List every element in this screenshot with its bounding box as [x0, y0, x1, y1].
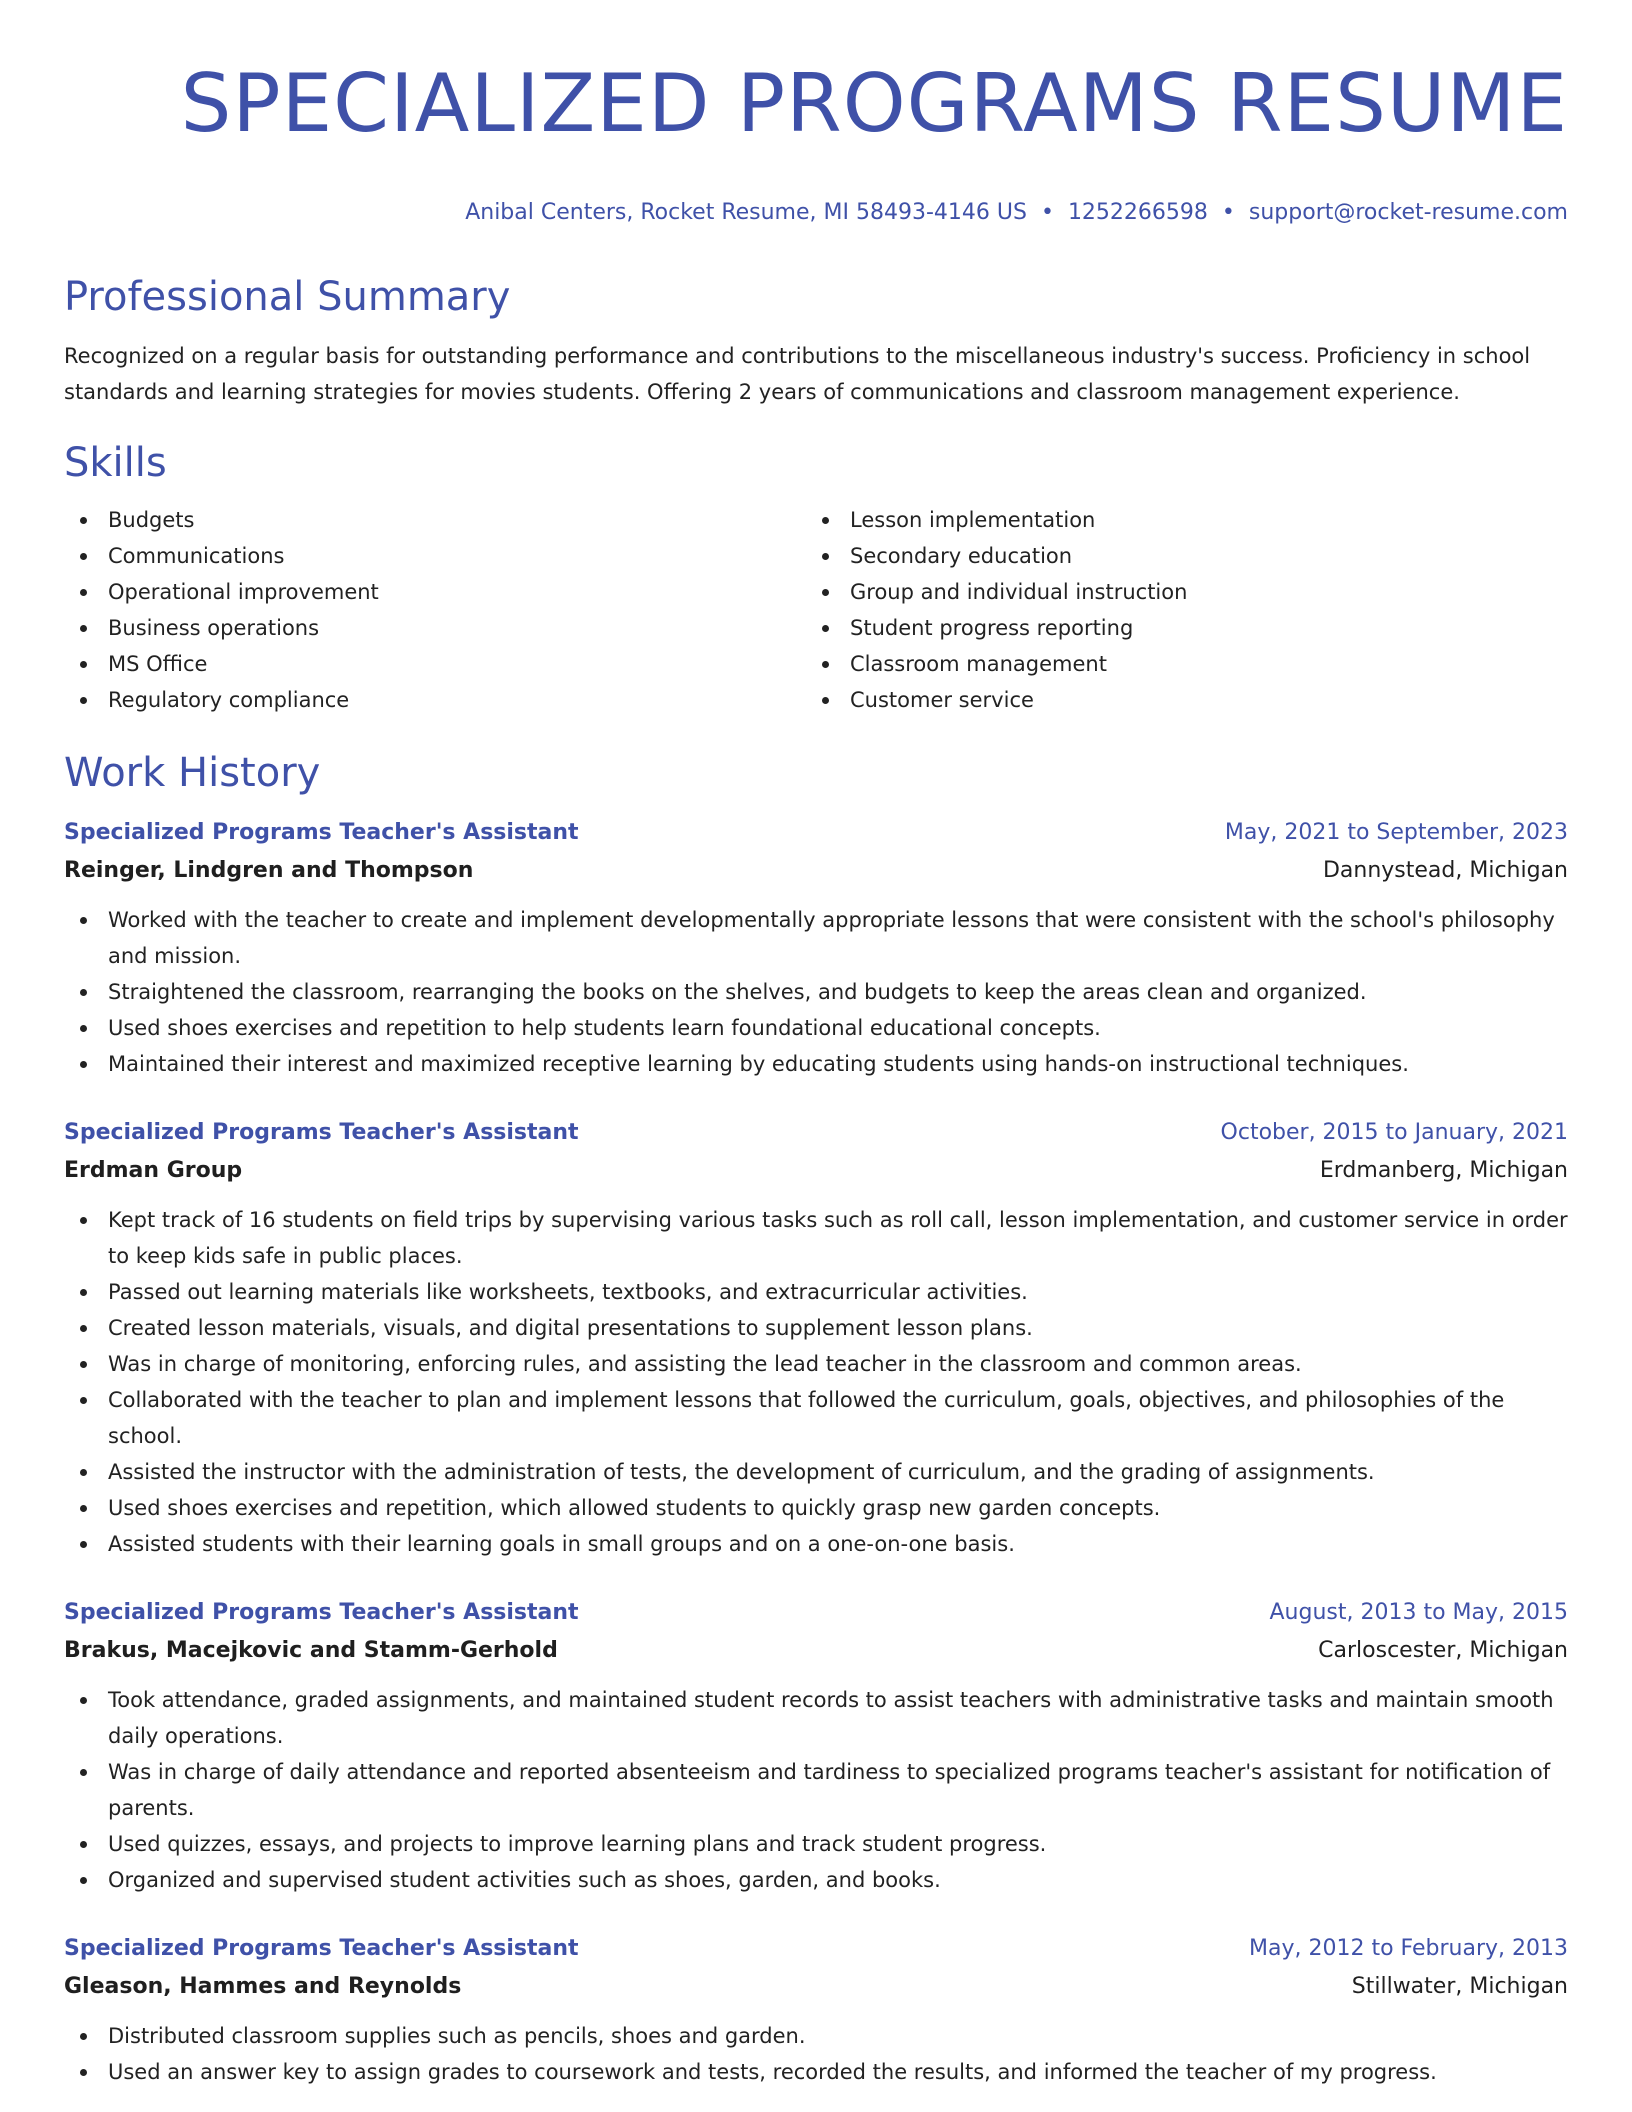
skills-column-left [64, 502, 806, 718]
job-bullet: Distributed classroom supplies such as pencils, shoes and garden. [64, 2018, 1568, 2054]
job-bullet: Used shoes exercises and repetition, which allowed students to quickly grasp new garden concepts. [64, 1490, 1568, 1526]
job-company: Brakus, Macejkovic and Stamm-Gerhold [64, 1638, 558, 1663]
skills-column-right [806, 502, 1548, 718]
summary-text: Recognized on a regular basis for outstanding performance and contributions to the miscellaneous industry's success. Proficiency in school standards and learning strategies for movies students. Offering 2 years of communications and classroom management experience. [64, 344, 1531, 404]
job-location: Erdmanberg, Michigan [1319, 1158, 1568, 1183]
job-header [64, 1114, 1568, 1152]
job-title: Specialized Programs Teacher's Assistant [64, 1600, 579, 1625]
job-header [64, 814, 1568, 852]
job-entry [64, 1594, 1568, 1898]
work-history-heading: Work History [64, 750, 321, 796]
skill-item: Group and individual instruction [806, 574, 1548, 610]
resume-title: SPECIALIZED PROGRAMS RESUME [180, 57, 1568, 150]
skill-item: Student progress reporting [806, 610, 1548, 646]
job-title: Specialized Programs Teacher's Assistant [64, 820, 579, 845]
skills-list [64, 502, 1568, 718]
job-employer [64, 852, 1568, 890]
job-bullets [64, 2018, 1568, 2090]
contact-address: Anibal Centers, Rocket Resume, MI 58493-4146 US [465, 200, 1027, 225]
job-employer [64, 1632, 1568, 1670]
job-title: Specialized Programs Teacher's Assistant [64, 1120, 579, 1145]
skill-item: Lesson implementation [806, 502, 1548, 538]
contact-separator: • [1040, 200, 1054, 225]
skill-item: Business operations [64, 610, 806, 646]
skill-item: Secondary education [806, 538, 1548, 574]
job-company: Gleason, Hammes and Reynolds [64, 1974, 462, 1999]
job-employer [64, 1152, 1568, 1190]
job-bullet: Straightened the classroom, rearranging the books on the shelves, and budgets to keep the areas clean and organized. [64, 974, 1568, 1010]
job-bullet: Assisted the instructor with the administration of tests, the development of curriculum, and the grading of assignments. [64, 1454, 1568, 1490]
job-header [64, 1930, 1568, 1968]
job-dates: October, 2015 to January, 2021 [1220, 1120, 1568, 1145]
job-dates: August, 2013 to May, 2015 [1269, 1600, 1568, 1625]
job-header [64, 1594, 1568, 1632]
job-bullet: Worked with the teacher to create and implement developmentally appropriate lessons that were consistent with the school's philosophy and mission. [64, 902, 1568, 974]
skill-item: Communications [64, 538, 806, 574]
job-bullet: Created lesson materials, visuals, and digital presentations to supplement lesson plans. [64, 1310, 1568, 1346]
job-bullet: Organized and supervised student activities such as shoes, garden, and books. [64, 1862, 1568, 1898]
job-bullet: Maintained their interest and maximized receptive learning by educating students using hands-on instructional techniques. [64, 1046, 1568, 1082]
job-bullet: Took attendance, graded assignments, and maintained student records to assist teachers with administrative tasks and maintain smooth daily operations. [64, 1682, 1568, 1754]
skill-item: Regulatory compliance [64, 682, 806, 718]
job-bullet: Was in charge of daily attendance and reported absenteeism and tardiness to specialized programs teacher's assistant for notification of parents. [64, 1754, 1568, 1826]
job-bullets [64, 1682, 1568, 1898]
job-location: Dannystead, Michigan [1322, 858, 1568, 883]
skill-item: MS Office [64, 646, 806, 682]
contact-separator: • [1221, 200, 1235, 225]
skill-item: Classroom management [806, 646, 1548, 682]
contact-email[interactable]: support@rocket-resume.com [1248, 200, 1568, 225]
job-bullet: Collaborated with the teacher to plan and implement lessons that followed the curriculum, goals, objectives, and philosophies of the school. [64, 1382, 1568, 1454]
job-bullet: Was in charge of monitoring, enforcing rules, and assisting the lead teacher in the classroom and common areas. [64, 1346, 1568, 1382]
job-bullet: Kept track of 16 students on field trips by supervising various tasks such as roll call, lesson implementation, and customer service in order to keep kids safe in public places. [64, 1202, 1568, 1274]
skills-heading: Skills [64, 440, 167, 486]
job-location: Stillwater, Michigan [1351, 1974, 1568, 1999]
job-company: Reinger, Lindgren and Thompson [64, 858, 474, 883]
job-bullet: Passed out learning materials like worksheets, textbooks, and extracurricular activities. [64, 1274, 1568, 1310]
job-employer [64, 1968, 1568, 2006]
job-company: Erdman Group [64, 1158, 243, 1183]
job-bullet: Used quizzes, essays, and projects to improve learning plans and track student progress. [64, 1826, 1568, 1862]
job-title: Specialized Programs Teacher's Assistant [64, 1936, 579, 1961]
job-bullet: Used shoes exercises and repetition to help students learn foundational educational concepts. [64, 1010, 1568, 1046]
job-dates: May, 2021 to September, 2023 [1224, 820, 1568, 845]
skill-item: Customer service [806, 682, 1548, 718]
job-entry [64, 1930, 1568, 2090]
job-entry [64, 814, 1568, 1082]
job-entry [64, 1114, 1568, 1562]
job-bullet: Assisted students with their learning goals in small groups and on a one-on-one basis. [64, 1526, 1568, 1562]
skill-item: Budgets [64, 502, 806, 538]
contact-phone: 1252266598 [1067, 200, 1208, 225]
contact-line [64, 198, 1568, 228]
skill-item: Operational improvement [64, 574, 806, 610]
job-dates: May, 2012 to February, 2013 [1249, 1936, 1568, 1961]
job-bullets [64, 1202, 1568, 1562]
summary-heading: Professional Summary [64, 274, 511, 320]
job-bullets [64, 902, 1568, 1082]
job-location: Carloscester, Michigan [1318, 1638, 1568, 1663]
job-bullet: Used an answer key to assign grades to coursework and tests, recorded the results, and informed the teacher of my progress. [64, 2054, 1568, 2090]
